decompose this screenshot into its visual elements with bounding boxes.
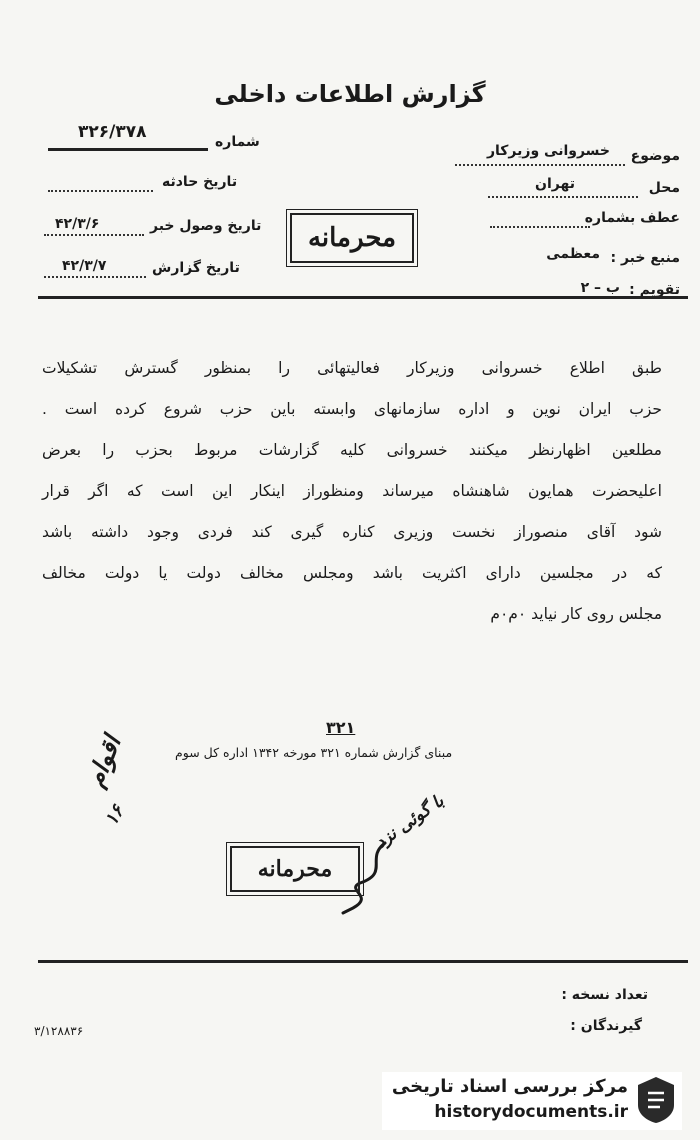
dotted-line <box>490 226 590 228</box>
handwritten-note: ۱۶ <box>100 801 129 830</box>
field-label-report-date: تاریخ گزارش <box>152 260 240 276</box>
field-label-incident-date: تاریخ حادثه <box>162 174 238 190</box>
handwritten-note: اقوام <box>80 731 127 791</box>
recipients-label: گیرندگان : <box>570 1018 642 1034</box>
archive-badge-icon <box>634 1075 678 1125</box>
archive-name: مرکز بررسی اسناد تاریخی <box>391 1076 628 1097</box>
field-label-source: منبع خبر : <box>610 250 680 266</box>
dotted-line <box>488 196 638 198</box>
field-value-source: معظمی <box>546 246 600 262</box>
archive-url: historydocuments.ir <box>434 1102 628 1122</box>
dotted-line <box>44 276 146 278</box>
field-value-location: تهران <box>535 176 575 192</box>
handwritten-signature: با گوئی نزد <box>371 791 448 853</box>
field-label-number: شماره <box>215 134 260 150</box>
body-line: که در مجلسین دارای اکثریت باشد ومجلس مخالف دولت یا دولت مخالف <box>42 564 662 582</box>
field-label-subject: موضوع <box>630 148 680 164</box>
annotation-line: مبنای گزارش شماره ۳۲۱ مورخه ۱۳۴۲ اداره کل سوم <box>175 745 453 760</box>
body-line: حزب ایران نوین و اداره سازمانهای وابسته باین حزب شروع کرده است . <box>42 400 662 418</box>
annotation-number: ۳۲۱ <box>326 718 356 737</box>
number-underline <box>48 148 208 151</box>
archive-logo <box>382 1072 682 1130</box>
body-line: شود آقای منصوراز نخست وزیری کناره گیری کند فردی وجود داشته باشد <box>42 523 662 541</box>
report-title: گزارش اطلاعات داخلی <box>214 80 486 108</box>
field-label-calendar: تقویم : <box>629 282 680 298</box>
footer-divider <box>38 960 688 963</box>
header-divider <box>38 296 688 299</box>
body-line: مجلس روی کار نیاید ٠م٠م <box>490 605 662 623</box>
field-value-subject: خسروانی وزیرکار <box>486 143 610 159</box>
dotted-line <box>44 234 144 236</box>
confidential-stamp: محرمانه <box>230 846 360 892</box>
dotted-line <box>48 190 153 192</box>
field-value-number: ۳۲۶/۳۷۸ <box>78 122 147 142</box>
field-value-receipt-date: ۴۲/۳/۶ <box>55 216 100 232</box>
field-label-location: محل <box>648 180 680 196</box>
body-line: اعلیحضرت همایون شاهنشاه میرساند ومنظوراز اینکار این است که اگر قرار <box>42 482 662 500</box>
report-body <box>42 348 662 635</box>
confidential-stamp: محرمانه <box>290 213 414 263</box>
dotted-line <box>455 164 625 166</box>
field-value-report-date: ۴۲/۳/۷ <box>62 258 107 274</box>
body-line: مطلعین اظهارنظر میکنند خسروانی کلیه گزارشات مربوط بحزب را بعرض <box>42 441 662 459</box>
field-value-calendar: ب – ۲ <box>580 280 620 296</box>
body-line: طبق اطلاع خسروانی وزیرکار فعالیتهائی را بمنظور گسترش تشکیلات <box>42 359 662 377</box>
copies-label: تعداد نسخه : <box>561 987 648 1003</box>
field-label-reference: عطف بشماره <box>584 210 680 226</box>
document-code: ۳/۱۲۸۸۳۶ <box>34 1024 84 1038</box>
field-label-receipt-date: تاریخ وصول خبر <box>150 218 262 234</box>
